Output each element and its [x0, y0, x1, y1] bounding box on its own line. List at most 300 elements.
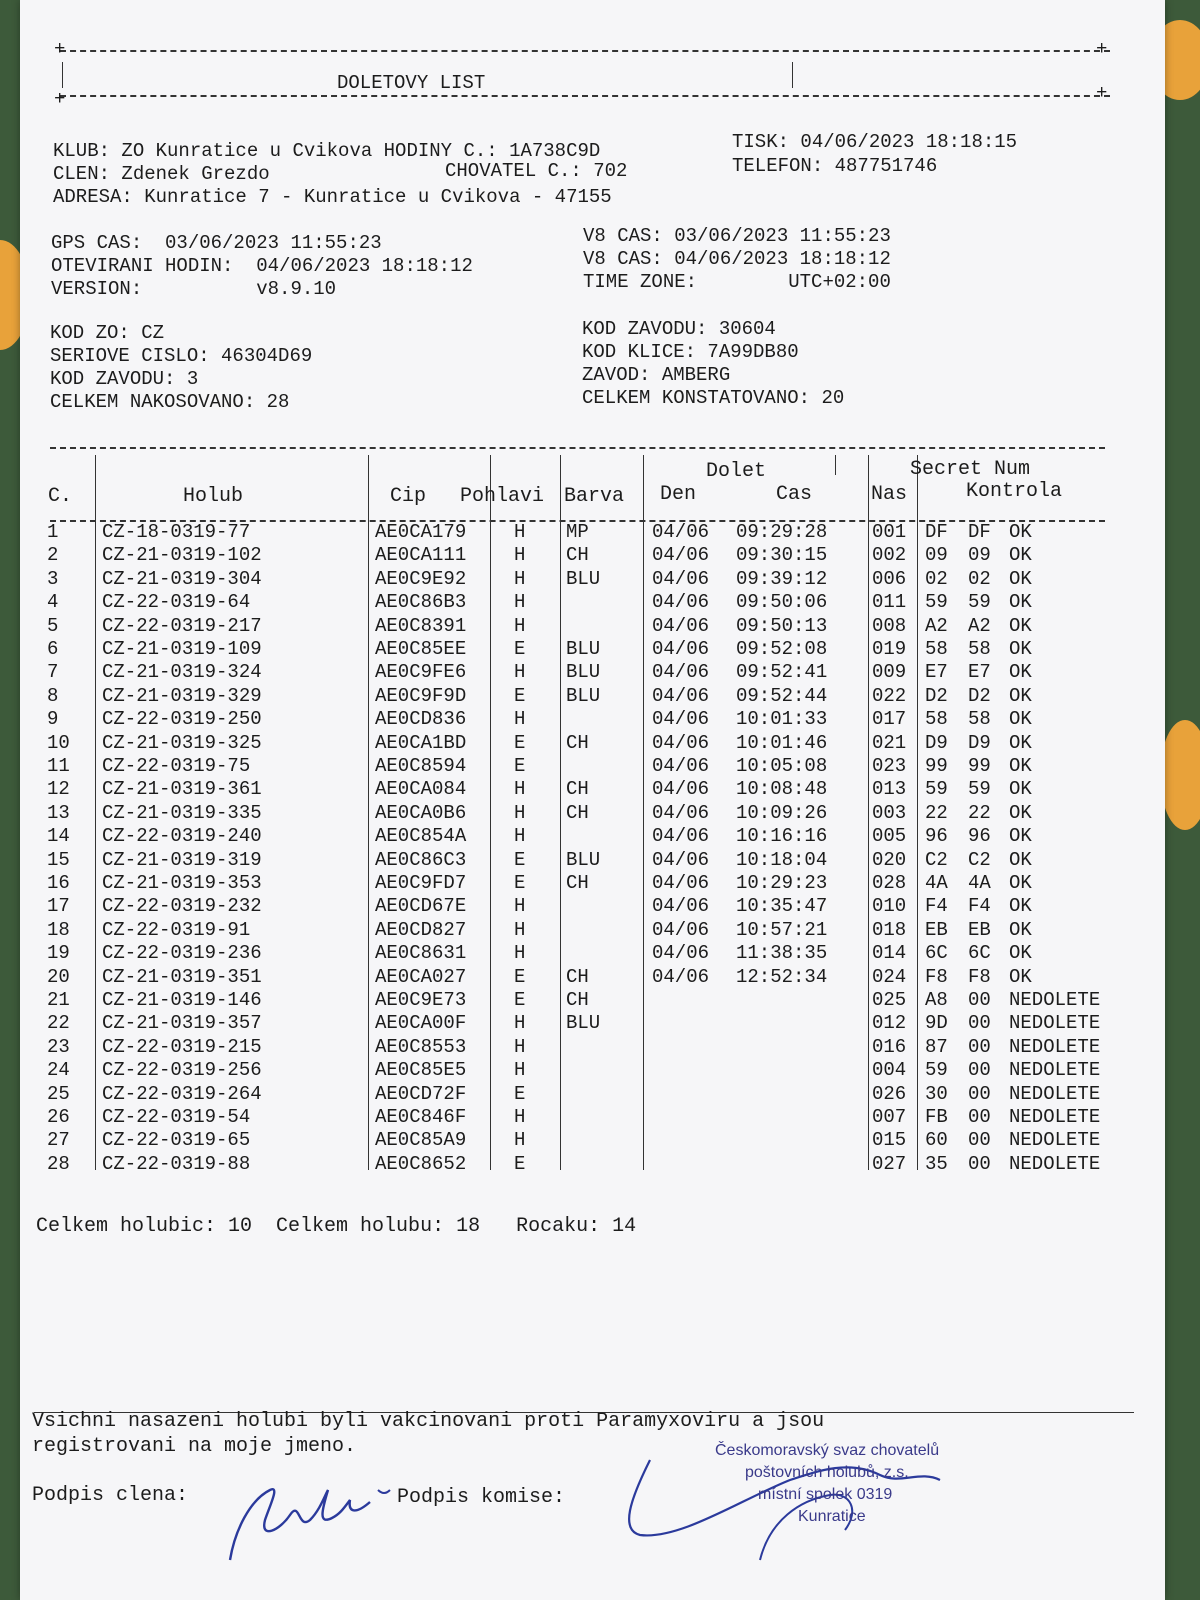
- cell-barva: CH: [566, 965, 589, 988]
- cell-cas: 09:29:28: [736, 521, 828, 543]
- cell-c: 23: [47, 1035, 70, 1058]
- results-table: [20, 0, 1165, 1200]
- cell-kontrola: NEDOLETE: [1009, 1059, 1101, 1082]
- cell-den: 04/06: [652, 591, 710, 614]
- cell-den: 04/06: [652, 755, 710, 777]
- cell-barva: CH: [566, 872, 589, 894]
- cell-secret: D2: [925, 684, 948, 707]
- cell-cas: 10:01:46: [736, 731, 828, 754]
- cell-c: 21: [47, 989, 70, 1011]
- cell-den: 04/06: [652, 801, 710, 824]
- celkem-konstatovano: CELKEM KONSTATOVANO: 20: [582, 387, 845, 409]
- cell-cip: AE0CD836: [375, 708, 467, 731]
- member-signature: [210, 1460, 410, 1570]
- box-corner: +: [54, 88, 66, 110]
- cell-nas: 013: [872, 778, 907, 801]
- cell-cip: AE0C8652: [375, 1152, 467, 1175]
- cell-barva: CH: [566, 544, 589, 567]
- cell-den: 04/06: [652, 638, 710, 660]
- cell-nas: 016: [872, 1035, 907, 1058]
- cell-holub: CZ-21-0319-102: [102, 544, 262, 567]
- cell-secret-check: A2: [968, 614, 991, 637]
- cell-cas: 09:30:15: [736, 544, 828, 567]
- cell-cip: AE0C85E5: [375, 1059, 467, 1082]
- cell-cas: 09:52:44: [736, 684, 828, 707]
- cell-secret-check: D2: [968, 684, 991, 707]
- cell-secret-check: E7: [968, 661, 991, 684]
- cell-den: 04/06: [652, 918, 710, 941]
- cell-barva: CH: [566, 801, 589, 824]
- stamp-line-2: poštovních holubů, z.s.: [745, 1464, 909, 1481]
- cell-den: 04/06: [652, 708, 710, 731]
- cell-cip: AE0C854A: [375, 825, 467, 848]
- cell-secret: 59: [925, 1059, 948, 1082]
- cell-secret-check: 96: [968, 825, 991, 848]
- cell-c: 19: [47, 942, 70, 965]
- table-row: [20, 1059, 1165, 1082]
- cell-cip: AE0C86B3: [375, 591, 467, 614]
- cell-barva: CH: [566, 989, 589, 1011]
- cell-cip: AE0C85A9: [375, 1129, 467, 1152]
- stamp-line-4: Kunratice: [798, 1508, 866, 1525]
- cell-cas: 12:52:34: [736, 965, 828, 988]
- cell-den: 04/06: [652, 731, 710, 754]
- version: VERSION: v8.9.10: [51, 278, 337, 300]
- cell-secret: EB: [925, 918, 948, 941]
- table-row: [20, 966, 1165, 989]
- cell-barva: CH: [566, 731, 589, 754]
- celkem-nakosovano: CELKEM NAKOSOVANO: 28: [50, 391, 290, 413]
- cell-secret: 99: [925, 755, 948, 777]
- cell-holub: CZ-22-0319-75: [102, 755, 251, 777]
- cell-nas: 019: [872, 638, 907, 660]
- table-row: [20, 708, 1165, 731]
- cell-secret-check: 00: [968, 1129, 991, 1152]
- cell-secret: FB: [925, 1106, 948, 1128]
- committee-stamp: [620, 1440, 960, 1570]
- cell-secret: F8: [925, 965, 948, 988]
- cell-secret-check: 00: [968, 1012, 991, 1035]
- cell-secret-check: 4A: [968, 872, 991, 894]
- cell-barva: BLU: [566, 638, 601, 660]
- cell-kontrola: OK: [1009, 567, 1032, 590]
- cell-secret: E7: [925, 661, 948, 684]
- podpis-clena-label: Podpis clena:: [32, 1484, 189, 1507]
- cell-secret-check: 00: [968, 1106, 991, 1128]
- cell-nas: 012: [872, 1012, 907, 1035]
- cell-secret: D9: [925, 731, 948, 754]
- cell-c: 10: [47, 731, 70, 754]
- cell-secret-check: 58: [968, 708, 991, 731]
- cell-kontrola: OK: [1009, 638, 1032, 660]
- cell-cip: AE0C9E73: [375, 989, 467, 1011]
- kod-zavodu-right: KOD ZAVODU: 30604: [582, 318, 776, 340]
- cell-pohlavi: H: [514, 661, 526, 684]
- summary-line: Celkem holubic: 10 Celkem holubu: 18 Rocaku: 14: [36, 1215, 637, 1238]
- cell-nas: 005: [872, 825, 907, 848]
- cell-nas: 026: [872, 1082, 907, 1105]
- cell-kontrola: OK: [1009, 614, 1032, 637]
- cell-den: 04/06: [652, 614, 710, 637]
- cell-holub: CZ-22-0319-250: [102, 708, 262, 731]
- cell-den: 04/06: [652, 895, 710, 918]
- cell-den: 04/06: [652, 942, 710, 965]
- cell-kontrola: OK: [1009, 895, 1032, 918]
- cell-cip: AE0C9F9D: [375, 684, 467, 707]
- cell-den: 04/06: [652, 965, 710, 988]
- cell-secret-check: 59: [968, 778, 991, 801]
- cell-nas: 022: [872, 684, 907, 707]
- cell-cas: 10:57:21: [736, 918, 828, 941]
- cell-secret-check: 02: [968, 567, 991, 590]
- cell-cas: 10:35:47: [736, 895, 828, 918]
- cell-pohlavi: E: [514, 848, 526, 871]
- time-zone: TIME ZONE: UTC+02:00: [583, 271, 891, 293]
- cell-nas: 009: [872, 661, 907, 684]
- table-row: [20, 895, 1165, 918]
- cell-kontrola: NEDOLETE: [1009, 1152, 1101, 1175]
- cell-barva: CH: [566, 778, 589, 801]
- cell-kontrola: NEDOLETE: [1009, 1106, 1101, 1128]
- cell-c: 4: [47, 591, 59, 614]
- cell-pohlavi: E: [514, 872, 526, 894]
- cell-secret-check: 00: [968, 1035, 991, 1058]
- cell-secret-check: 99: [968, 755, 991, 777]
- cell-holub: CZ-22-0319-88: [102, 1152, 251, 1175]
- cell-barva: BLU: [566, 684, 601, 707]
- seriove-cislo: SERIOVE CISLO: 46304D69: [50, 345, 313, 367]
- cell-c: 28: [47, 1152, 70, 1175]
- cell-secret: 58: [925, 638, 948, 660]
- col-header-cas: Cas: [776, 483, 813, 506]
- stamp-line-1: Českomoravský svaz chovatelů: [715, 1442, 940, 1459]
- cell-secret-check: EB: [968, 918, 991, 941]
- cell-kontrola: OK: [1009, 684, 1032, 707]
- cell-cip: AE0CA111: [375, 544, 467, 567]
- cell-cas: 09:50:13: [736, 614, 828, 637]
- cell-kontrola: OK: [1009, 848, 1032, 871]
- cell-pohlavi: E: [514, 1082, 526, 1105]
- table-row: [20, 544, 1165, 567]
- cell-c: 27: [47, 1129, 70, 1152]
- cell-pohlavi: H: [514, 1129, 526, 1152]
- cell-holub: CZ-22-0319-64: [102, 591, 251, 614]
- cell-cip: AE0CA00F: [375, 1012, 467, 1035]
- col-header-nas: Nas: [871, 483, 908, 506]
- cell-secret: 22: [925, 801, 948, 824]
- cell-c: 6: [47, 638, 59, 660]
- cell-barva: MP: [566, 521, 589, 543]
- cell-c: 25: [47, 1082, 70, 1105]
- table-row: [20, 825, 1165, 848]
- kod-zavodu-left: KOD ZAVODU: 3: [50, 368, 199, 390]
- cell-cip: AE0C846F: [375, 1106, 467, 1128]
- table-row: [20, 802, 1165, 825]
- cell-secret: 6C: [925, 942, 948, 965]
- cell-nas: 023: [872, 755, 907, 777]
- vaccination-note-line-2: registrovani na moje jmeno.: [32, 1435, 357, 1458]
- cell-kontrola: OK: [1009, 801, 1032, 824]
- podpis-komise-label: Podpis komise:: [397, 1486, 566, 1509]
- cell-nas: 002: [872, 544, 907, 567]
- cell-kontrola: NEDOLETE: [1009, 1129, 1101, 1152]
- table-row: [20, 778, 1165, 801]
- document-page: [20, 0, 1165, 1600]
- cell-pohlavi: E: [514, 965, 526, 988]
- cell-cip: AE0C9FE6: [375, 661, 467, 684]
- cell-pohlavi: E: [514, 1152, 526, 1175]
- cell-kontrola: OK: [1009, 661, 1032, 684]
- cell-c: 15: [47, 848, 70, 871]
- cell-c: 9: [47, 708, 59, 731]
- cell-secret: 4A: [925, 872, 948, 894]
- cell-secret: C2: [925, 848, 948, 871]
- cell-pohlavi: H: [514, 778, 526, 801]
- table-row: [20, 521, 1165, 544]
- cell-pohlavi: E: [514, 755, 526, 777]
- cell-nas: 015: [872, 1129, 907, 1152]
- zavod: ZAVOD: AMBERG: [582, 364, 731, 386]
- cell-holub: CZ-18-0319-77: [102, 521, 251, 543]
- table-row: [20, 591, 1165, 614]
- cell-pohlavi: H: [514, 567, 526, 590]
- cell-cip: AE0C8391: [375, 614, 467, 637]
- cell-kontrola: OK: [1009, 918, 1032, 941]
- cell-barva: BLU: [566, 661, 601, 684]
- cell-secret: 87: [925, 1035, 948, 1058]
- stamp-line-3: místní spolek 0319: [758, 1486, 893, 1503]
- cell-nas: 024: [872, 965, 907, 988]
- cell-kontrola: OK: [1009, 731, 1032, 754]
- table-row: [20, 1106, 1165, 1129]
- cell-holub: CZ-21-0319-319: [102, 848, 262, 871]
- cell-pohlavi: H: [514, 614, 526, 637]
- cell-holub: CZ-22-0319-215: [102, 1035, 262, 1058]
- cell-cas: 09:50:06: [736, 591, 828, 614]
- cell-kontrola: OK: [1009, 942, 1032, 965]
- cell-secret: F4: [925, 895, 948, 918]
- cell-holub: CZ-21-0319-335: [102, 801, 262, 824]
- cell-holub: CZ-22-0319-65: [102, 1129, 251, 1152]
- cell-cas: 10:09:26: [736, 801, 828, 824]
- cell-holub: CZ-21-0319-351: [102, 965, 262, 988]
- cell-den: 04/06: [652, 778, 710, 801]
- cell-cip: AE0C9FD7: [375, 872, 467, 894]
- col-header-den: Den: [660, 483, 697, 506]
- table-row: [20, 989, 1165, 1012]
- table-row: [20, 849, 1165, 872]
- cell-secret-check: 58: [968, 638, 991, 660]
- cell-den: 04/06: [652, 567, 710, 590]
- cell-nas: 001: [872, 521, 907, 543]
- cell-secret-check: 09: [968, 544, 991, 567]
- cell-pohlavi: H: [514, 942, 526, 965]
- cell-pohlavi: E: [514, 684, 526, 707]
- cell-cas: 09:52:08: [736, 638, 828, 660]
- cell-holub: CZ-22-0319-240: [102, 825, 262, 848]
- cell-holub: CZ-21-0319-304: [102, 567, 262, 590]
- cell-kontrola: NEDOLETE: [1009, 1082, 1101, 1105]
- cell-nas: 003: [872, 801, 907, 824]
- cell-pohlavi: H: [514, 1106, 526, 1128]
- cell-holub: CZ-21-0319-329: [102, 684, 262, 707]
- table-row: [20, 1083, 1165, 1106]
- col-header-barva: Barva: [564, 485, 625, 508]
- cell-holub: CZ-22-0319-91: [102, 918, 251, 941]
- cell-cip: AE0CA179: [375, 521, 467, 543]
- table-row: [20, 1036, 1165, 1059]
- cell-c: 3: [47, 567, 59, 590]
- cell-barva: BLU: [566, 567, 601, 590]
- cell-c: 14: [47, 825, 70, 848]
- otevirani-hodin: OTEVIRANI HODIN: 04/06/2023 18:18:12: [51, 255, 473, 277]
- cell-holub: CZ-21-0319-361: [102, 778, 262, 801]
- cell-nas: 007: [872, 1106, 907, 1128]
- telefon-line: TELEFON: 487751746: [732, 155, 938, 177]
- cell-pohlavi: H: [514, 1012, 526, 1035]
- col-header-holub: Holub: [183, 485, 244, 508]
- cell-secret-check: C2: [968, 848, 991, 871]
- col-header-c: C.: [48, 485, 73, 508]
- cell-nas: 020: [872, 848, 907, 871]
- cell-secret: 59: [925, 778, 948, 801]
- table-row: [20, 872, 1165, 895]
- cell-nas: 017: [872, 708, 907, 731]
- cell-secret: 60: [925, 1129, 948, 1152]
- cell-c: 11: [47, 755, 70, 777]
- cell-barva: BLU: [566, 848, 601, 871]
- cell-secret: 9D: [925, 1012, 948, 1035]
- cell-holub: CZ-22-0319-232: [102, 895, 262, 918]
- background-flower: [1160, 720, 1200, 830]
- cell-holub: CZ-22-0319-256: [102, 1059, 262, 1082]
- table-row: [20, 568, 1165, 591]
- cell-pohlavi: H: [514, 544, 526, 567]
- cell-c: 16: [47, 872, 70, 894]
- table-row: [20, 1012, 1165, 1035]
- cell-holub: CZ-21-0319-109: [102, 638, 262, 660]
- table-row: [20, 732, 1165, 755]
- table-row: [20, 615, 1165, 638]
- cell-kontrola: OK: [1009, 755, 1032, 777]
- cell-secret: 35: [925, 1152, 948, 1175]
- cell-kontrola: OK: [1009, 521, 1032, 543]
- cell-nas: 008: [872, 614, 907, 637]
- cell-pohlavi: E: [514, 638, 526, 660]
- cell-nas: 004: [872, 1059, 907, 1082]
- v8-cas-1: V8 CAS: 03/06/2023 11:55:23: [583, 225, 891, 247]
- cell-secret-check: 00: [968, 1152, 991, 1175]
- cell-secret-check: 00: [968, 989, 991, 1011]
- cell-nas: 028: [872, 872, 907, 894]
- vaccination-note-line-1: Vsichni nasazeni holubi byli vakcinovani proti Paramyxoviru a jsou: [32, 1410, 825, 1433]
- cell-kontrola: OK: [1009, 778, 1032, 801]
- cell-pohlavi: H: [514, 801, 526, 824]
- cell-pohlavi: H: [514, 1035, 526, 1058]
- cell-cip: AE0CD67E: [375, 895, 467, 918]
- cell-c: 12: [47, 778, 70, 801]
- col-header-dolet: Dolet: [706, 460, 767, 483]
- cell-cip: AE0C8594: [375, 755, 467, 777]
- cell-cas: 10:08:48: [736, 778, 828, 801]
- table-row: [20, 919, 1165, 942]
- cell-nas: 025: [872, 989, 907, 1011]
- cell-den: 04/06: [652, 872, 710, 894]
- col-header-kontrola: Kontrola: [966, 480, 1063, 503]
- col-header-cip: Cip: [390, 485, 427, 508]
- cell-secret: 02: [925, 567, 948, 590]
- cell-cas: 10:01:33: [736, 708, 828, 731]
- cell-secret-check: F4: [968, 895, 991, 918]
- cell-kontrola: OK: [1009, 965, 1032, 988]
- table-row: [20, 661, 1165, 684]
- cell-cip: AE0CA0B6: [375, 801, 467, 824]
- cell-secret: 59: [925, 591, 948, 614]
- cell-secret-check: DF: [968, 521, 991, 543]
- cell-pohlavi: H: [514, 918, 526, 941]
- cell-kontrola: NEDOLETE: [1009, 1012, 1101, 1035]
- cell-pohlavi: H: [514, 895, 526, 918]
- cell-cas: 11:38:35: [736, 942, 828, 965]
- cell-kontrola: NEDOLETE: [1009, 989, 1101, 1011]
- cell-cas: 10:29:23: [736, 872, 828, 894]
- cell-kontrola: OK: [1009, 544, 1032, 567]
- cell-secret-check: 6C: [968, 942, 991, 965]
- cell-nas: 014: [872, 942, 907, 965]
- table-row: [20, 1153, 1165, 1176]
- cell-pohlavi: H: [514, 1059, 526, 1082]
- cell-cip: AE0CD827: [375, 918, 467, 941]
- cell-cas: 10:05:08: [736, 755, 828, 777]
- col-header-secret: Secret Num: [910, 458, 1031, 481]
- cell-kontrola: OK: [1009, 591, 1032, 614]
- cell-barva: BLU: [566, 1012, 601, 1035]
- cell-cip: AE0CD72F: [375, 1082, 467, 1105]
- cell-holub: CZ-21-0319-353: [102, 872, 262, 894]
- box-corner: +: [54, 38, 66, 60]
- cell-cip: AE0C8553: [375, 1035, 467, 1058]
- box-corner: +: [1096, 82, 1108, 104]
- cell-nas: 010: [872, 895, 907, 918]
- cell-kontrola: OK: [1009, 825, 1032, 848]
- cell-pohlavi: H: [514, 708, 526, 731]
- cell-kontrola: OK: [1009, 708, 1032, 731]
- cell-secret: A8: [925, 989, 948, 1011]
- cell-nas: 021: [872, 731, 907, 754]
- cell-cip: AE0C86C3: [375, 848, 467, 871]
- cell-c: 8: [47, 684, 59, 707]
- cell-kontrola: NEDOLETE: [1009, 1035, 1101, 1058]
- cell-secret-check: 59: [968, 591, 991, 614]
- cell-holub: CZ-21-0319-357: [102, 1012, 262, 1035]
- cell-holub: CZ-21-0319-324: [102, 661, 262, 684]
- cell-secret-check: F8: [968, 965, 991, 988]
- cell-c: 20: [47, 965, 70, 988]
- cell-den: 04/06: [652, 825, 710, 848]
- cell-den: 04/06: [652, 661, 710, 684]
- document-title: DOLETOVY LIST: [337, 72, 486, 94]
- cell-secret-check: 00: [968, 1059, 991, 1082]
- cell-secret: 58: [925, 708, 948, 731]
- cell-den: 04/06: [652, 521, 710, 543]
- cell-nas: 027: [872, 1152, 907, 1175]
- chovatel-line: CHOVATEL C.: 702: [445, 160, 628, 182]
- cell-cas: 10:18:04: [736, 848, 828, 871]
- table-row: [20, 755, 1165, 778]
- cell-c: 5: [47, 614, 59, 637]
- cell-c: 1: [47, 521, 59, 543]
- cell-den: 04/06: [652, 544, 710, 567]
